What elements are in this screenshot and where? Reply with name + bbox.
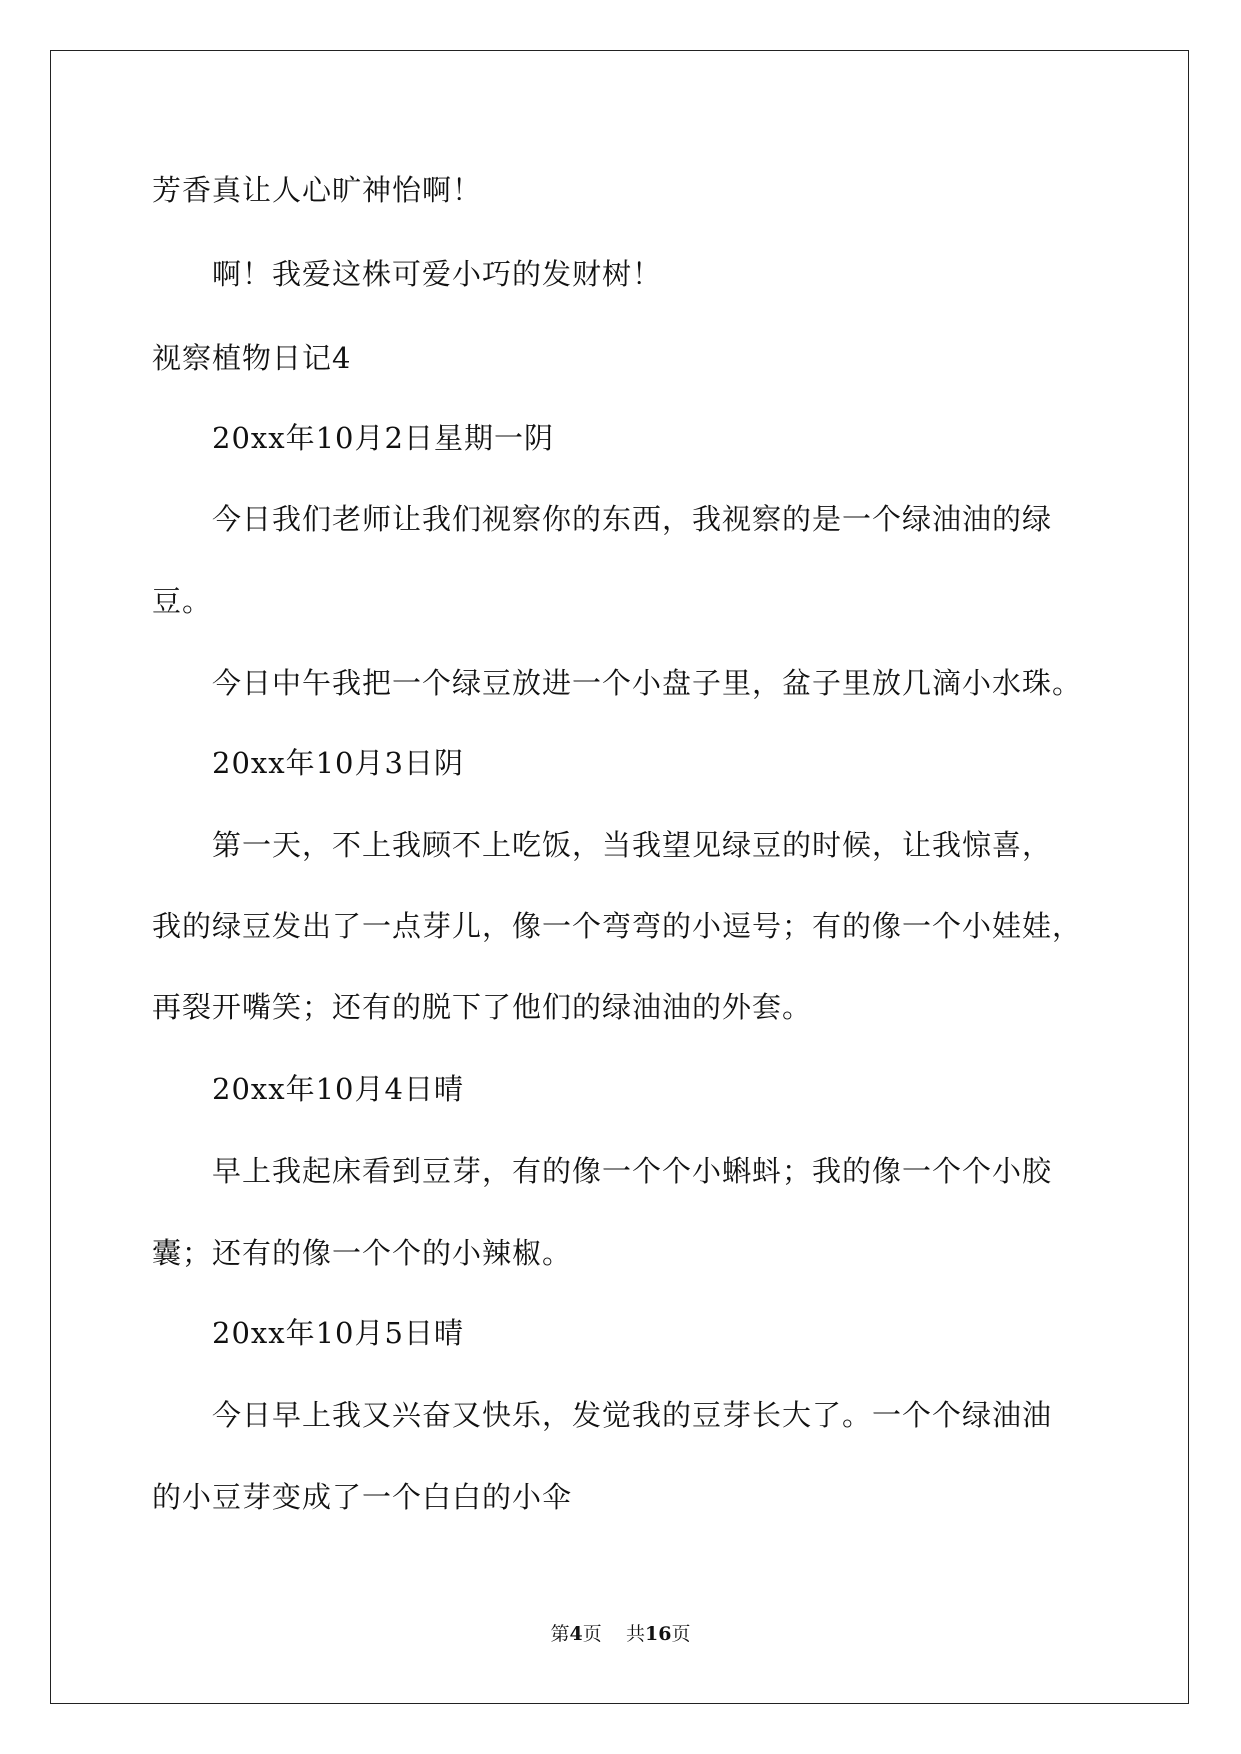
date-line: 20xx年10月4日晴	[212, 1072, 464, 1106]
text-line: 芳香真让人心旷神怡啊！	[152, 173, 483, 207]
total-pages: 16	[644, 1623, 672, 1645]
page-number: 4	[569, 1623, 583, 1645]
page-border	[50, 50, 1189, 1704]
page-footer	[0, 1622, 1241, 1646]
date-line: 20xx年10月3日阴	[212, 746, 464, 780]
text-line: 早上我起床看到豆芽，有的像一个个小蝌蚪；我的像一个个小胶	[212, 1154, 1053, 1188]
text-line: 第一天，不上我顾不上吃饭，当我望见绿豆的时候，让我惊喜，	[212, 828, 1053, 862]
date-line: 20xx年10月2日星期一阴	[212, 421, 554, 455]
total-prefix: 共	[625, 1623, 645, 1645]
text-line: 囊；还有的像一个个的小辣椒。	[152, 1236, 573, 1270]
text-line: 豆。	[152, 584, 213, 618]
text-line: 我的绿豆发出了一点芽儿，像一个弯弯的小逗号；有的像一个小娃娃，	[152, 909, 1083, 943]
total-suffix: 页	[671, 1623, 691, 1645]
page-suffix: 页	[582, 1623, 602, 1645]
text-line: 啊！我爱这株可爱小巧的发财树！	[212, 257, 663, 291]
page-prefix: 第	[550, 1623, 570, 1645]
date-line: 20xx年10月5日晴	[212, 1316, 464, 1350]
section-title: 视察植物日记4	[152, 341, 352, 375]
text-line: 再裂开嘴笑；还有的脱下了他们的绿油油的外套。	[152, 990, 813, 1024]
text-line: 的小豆芽变成了一个白白的小伞	[152, 1480, 573, 1514]
text-line: 今日中午我把一个绿豆放进一个小盘子里，盆子里放几滴小水珠。	[212, 666, 1083, 700]
text-line: 今日早上我又兴奋又快乐，发觉我的豆芽长大了。一个个绿油油	[212, 1398, 1053, 1432]
text-line: 今日我们老师让我们视察你的东西，我视察的是一个绿油油的绿	[212, 502, 1053, 536]
